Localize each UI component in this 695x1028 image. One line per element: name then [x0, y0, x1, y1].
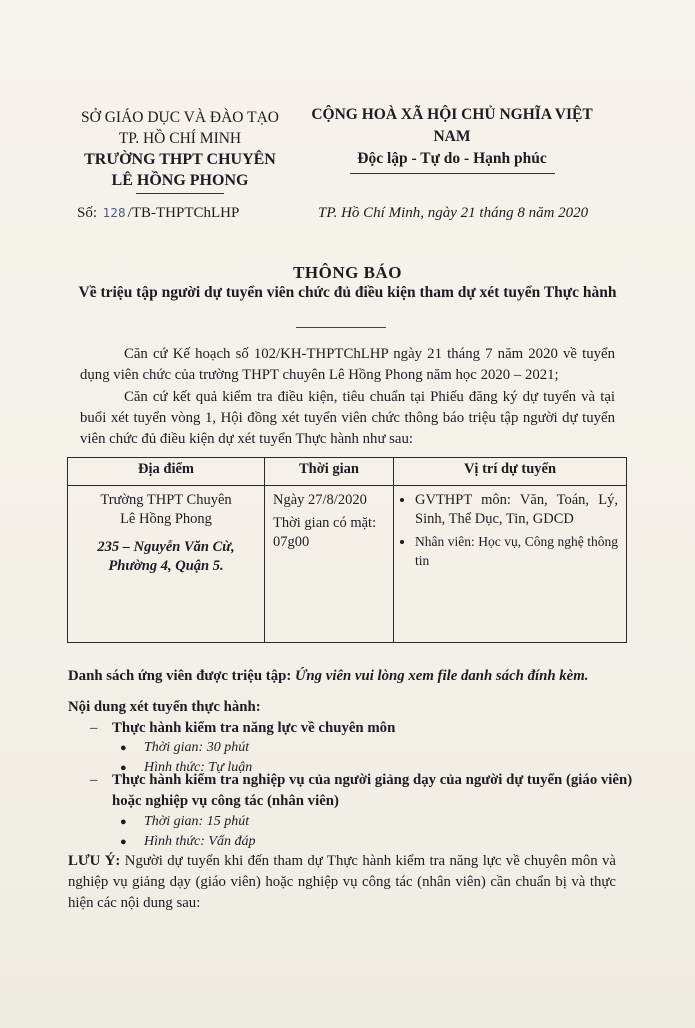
candidates-line [68, 666, 628, 687]
bullet-icon: ● [120, 836, 127, 848]
bullet-icon: ● [120, 762, 127, 774]
agency-line-2: TP. HỒ CHÍ MINH [118, 130, 242, 147]
paragraph-basis-2-text: Căn cứ kết quả kiểm tra điều kiện, tiêu chuẩn tại Phiếu đăng ký dự tuyển và tại buổi xét tuyển vòng 1, Hội đồng xét tuyển viên chức thông báo triệu tập người dự tuyển viên chức đủ điều kiện dự xét tuyển Thực hành như sau: [80, 389, 615, 447]
position-list [402, 491, 618, 570]
section-2-form-item [120, 832, 255, 852]
doc-number-handwritten: 128 [102, 206, 126, 220]
section-1-title: Thực hành kiểm tra năng lực về chuyên môn [112, 720, 396, 736]
section-2-time-item [120, 812, 249, 832]
national-motto: Độc lập - Tự do - Hạnh phúc [357, 150, 547, 167]
location-cell [68, 486, 265, 643]
agency-underline [136, 193, 224, 194]
content-heading: Nội dung xét tuyển thực hành: [68, 699, 261, 715]
location-name-1: Trường THPT Chuyên [100, 492, 232, 508]
school-name-line-1: TRƯỜNG THPT CHUYÊN [84, 151, 276, 168]
note-paragraph [68, 851, 616, 914]
paragraph-basis-1-text: Căn cứ Kế hoạch số 102/KH-THPTChLHP ngày 21 tháng 7 năm 2020 về tuyển dụng viên chức của trường THPT chuyên Lê Hồng Phong năm học 2020 – 2021; [80, 346, 615, 383]
table-row [68, 486, 627, 643]
document-number [77, 205, 239, 222]
location-name-2: Lê Hồng Phong [120, 511, 212, 527]
candidates-label: Danh sách ứng viên được triệu tập: [68, 668, 292, 684]
section-1-item: – Thực hành kiểm tra năng lực về chuyên môn [90, 720, 396, 736]
notice-subtitle: Về triệu tập người dự tuyển viên chức đủ điều kiện tham dự xét tuyển Thực hành [78, 284, 617, 301]
bullet-icon: ● [120, 742, 127, 754]
time-present: Thời gian có mặt: 07g00 [273, 515, 377, 550]
school-name-line-2: LÊ HỒNG PHONG [111, 172, 249, 189]
national-title: CỘNG HOÀ XÃ HỘI CHỦ NGHĨA VIỆT NAM [311, 106, 593, 145]
position-cell [394, 486, 627, 643]
position-staff: • Nhân viên: Học vụ, Công nghệ thông tin [415, 532, 618, 570]
section-2-form: Hình thức: Vấn đáp [144, 834, 256, 849]
section-1-time-item [120, 738, 249, 758]
motto-underline [350, 173, 555, 174]
notice-title: THÔNG BÁO [293, 263, 402, 282]
bullet-icon: ● [120, 816, 127, 828]
header-location: Địa điểm [68, 458, 265, 486]
section-2-time: Thời gian: 15 phút [144, 814, 250, 829]
time-date: Ngày 27/8/2020 [273, 492, 367, 508]
candidates-value: Ứng viên vui lòng xem file danh sách đính kèm. [294, 668, 589, 684]
note-text: Người dự tuyển khi đến tham dự Thực hành kiểm tra năng lực về chuyên môn và nghiệp vụ giảng dạy (giáo viên) hoặc nghiệp vụ công tác (nhân viên) cần chuẩn bị và thực hiện các nội dung sau: [68, 853, 616, 911]
header-position: Vị trí dự tuyển [394, 458, 627, 486]
section-2-item: – Thực hành kiểm tra nghiệp vụ của người giảng dạy của người dự tuyển (giáo viên) hoặc nghiệp vụ công tác (nhân viên) [90, 772, 633, 809]
date-line: TP. Hồ Chí Minh, ngày 21 tháng 8 năm 2020 [318, 205, 589, 221]
position-teacher: • GVTHPT môn: Văn, Toán, Lý, Sinh, Thể Dục, Tin, GDCD [415, 491, 618, 529]
paragraph-basis-1 [80, 344, 615, 386]
section-1-time: Thời gian: 30 phút [144, 740, 250, 755]
note-label: LƯU Ý: [68, 853, 121, 869]
section-2-title: Thực hành kiểm tra nghiệp vụ của người giảng dạy của người dự tuyển (giáo viên) hoặc nghiệp vụ công tác (nhân viên) [112, 772, 633, 809]
doc-number-prefix: Số: [77, 205, 98, 221]
time-cell [265, 486, 394, 643]
section-1-form: Hình thức: Tự luận [144, 760, 253, 775]
location-address: 235 – Nguyễn Văn Cừ, Phường 4, Quận 5. [97, 539, 235, 574]
title-divider [296, 327, 386, 328]
agency-header [64, 107, 296, 194]
agency-line-1: SỞ GIÁO DỤC VÀ ĐÀO TẠO [81, 109, 279, 126]
doc-number-suffix: /TB-THPTChLHP [127, 205, 240, 221]
schedule-table [67, 457, 627, 643]
national-header [292, 104, 612, 174]
paragraph-basis-2 [80, 387, 615, 450]
table-header-row [68, 458, 627, 486]
header-time: Thời gian [265, 458, 394, 486]
